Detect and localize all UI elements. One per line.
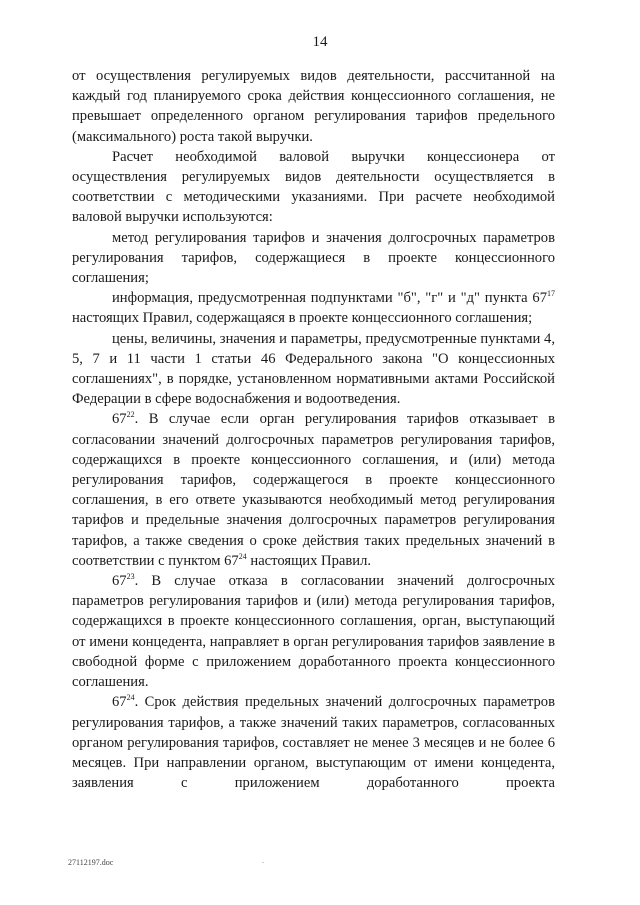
paragraph-continuation: от осуществления регулируемых видов деятельности, рассчитанной на каждый год планируемого срока действия концессионного соглашения, не превышает определенного органом регулирования тарифов предельного (максимального) роста такой выручки.	[72, 68, 555, 145]
footer-mark: .	[262, 856, 264, 865]
paragraph-67-24: $67^{24}$. Срок действия предельных значений долгосрочных параметров регулирования тарифов, а также значений таких параметров, согласованных органом регулирования тарифов, составляет не менее 3 месяцев и не более 6 месяцев. При направлении органом, выступающим от имени концедента, заявления с приложением доработанного проекта	[72, 693, 555, 792]
paragraph-67-23: $67^{23}$. В случае отказа в согласовании значений долгосрочных параметров регулирования тарифов и (или) метода регулирования тарифов, содержащихся в проекте концессионного соглашения, орган, выступающий от имени концедента, направляет в орган регулирования тарифов заявление в свободной форме с приложением доработанного проекта концессионного соглашения.	[72, 572, 555, 691]
paragraph-item-method: метод регулирования тарифов и значения долгосрочных параметров регулирования тарифов, содержащиеся в проекте концессионного соглашения;	[72, 229, 555, 287]
paragraph-item-prices: цены, величины, значения и параметры, предусмотренные пунктами 4, 5, 7 и 11 части 1 статьи 46 Федерального закона "О концессионных соглашениях", в порядке, установленном нормативными актами Российской Федерации в сфере водоснабжения и водоотведения.	[72, 330, 555, 408]
paragraph-item-information: информация, предусмотренная подпунктами "б", "г" и "д" пункта $67^{17}$ настоящих Правил, содержащаяся в проекте концессионного соглашения;	[72, 289, 555, 327]
footer-filename: 27112197.doc	[68, 858, 114, 867]
paragraph-67-22: $67^{22}$. В случае если орган регулирования тарифов отказывает в согласовании значений долгосрочных параметров регулирования тарифов, содержащихся в проекте концессионного соглашения, и (или) метода регулирования тарифов, содержащегося в проекте концессионного соглашения, в его ответе указываются необходимый метод регулирования тарифов и предельные значения долгосрочных параметров регулирования тарифов, а также сведения о сроке действия таких предельных значений в соответствии с пунктом $67^{24}$ настоящих Правил.	[72, 410, 555, 569]
page-number: 14	[312, 34, 328, 50]
document-body	[72, 66, 555, 793]
paragraph-revenue-calculation: Расчет необходимой валовой выручки концессионера от осуществления регулируемых видов деятельности осуществляется в соответствии с методическими указаниями. При расчете необходимой валовой выручки используются:	[72, 148, 555, 226]
